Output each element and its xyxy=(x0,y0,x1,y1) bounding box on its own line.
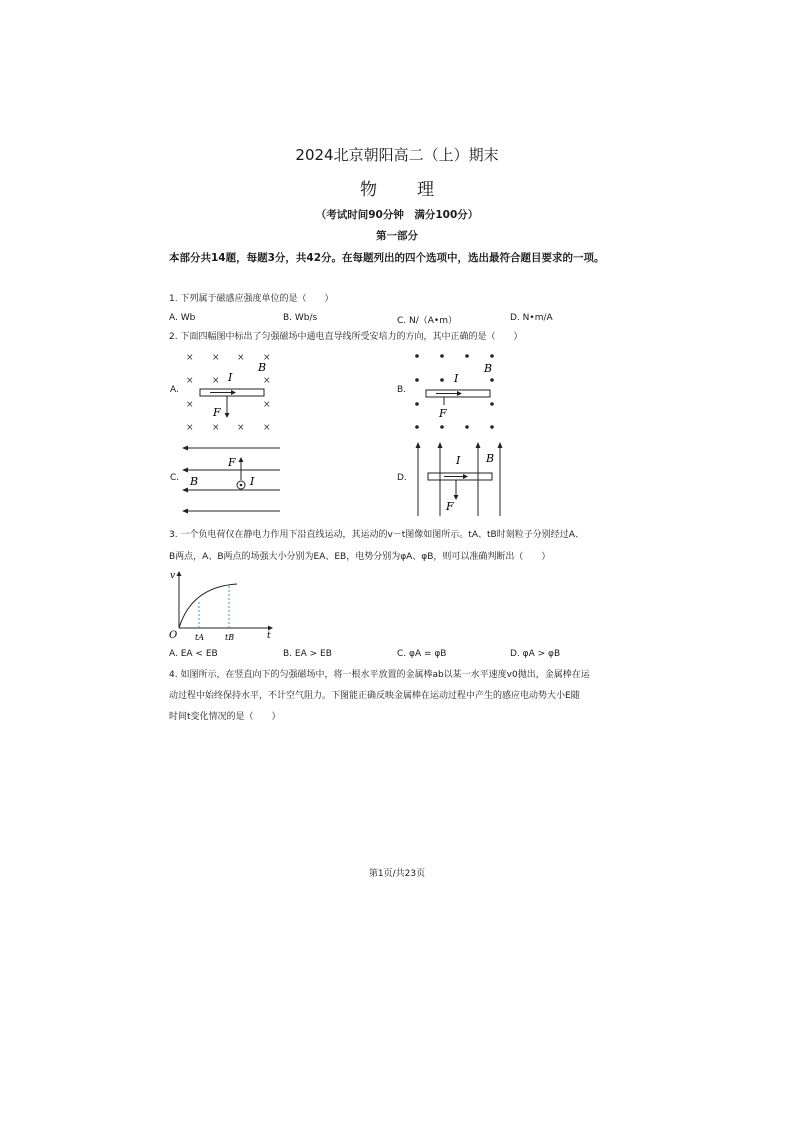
svg-text:×: × xyxy=(186,400,194,410)
q2-figure-a xyxy=(180,350,280,432)
section-intro: 本部分共14题，每题3分，共42分。在每题列出的四个选项中，选出最符合题目要求的一项。 xyxy=(169,252,605,264)
dot-marks xyxy=(415,354,494,429)
field-arrowheads xyxy=(416,442,503,448)
question-1-stem: 1. 下列属于磁感应强度单位的是（ ） xyxy=(169,294,334,304)
exam-info: （考试时间90分钟 满分100分） xyxy=(315,209,479,221)
b-field-label: B xyxy=(258,361,267,374)
question-2-stem: 2. 下面四幅图中标出了匀强磁场中通电直导线所受安培力的方向，其中正确的是（ ） xyxy=(169,332,523,342)
q2-figure-b-label: B. xyxy=(397,385,407,395)
q3-option-b: B. EA > EB xyxy=(283,649,332,659)
svg-text:×: × xyxy=(186,353,194,363)
force-label: F xyxy=(446,500,454,513)
subject-char-2: 理 xyxy=(417,180,434,200)
question-3-stem-line-1: 3. 一个负电荷仅在静电力作用下沿直线运动，其运动的v－t图像如图所示。tA、tB时刻粒子分别经过A、 xyxy=(169,530,584,540)
t-axis-arrowhead xyxy=(268,626,273,631)
svg-text:×: × xyxy=(212,376,220,386)
q3-option-c: C. φA = φB xyxy=(397,649,447,659)
b-field-label: B xyxy=(486,452,495,465)
current-arrowhead xyxy=(231,390,236,395)
q2-figure-d-label: D. xyxy=(397,473,407,483)
page-number: 第1页/共23页 xyxy=(368,869,426,879)
origin-label: O xyxy=(169,630,178,641)
q3-option-a: A. EA < EB xyxy=(169,649,218,659)
question-4-stem-line-1: 4. 如图所示，在竖直向下的匀强磁场中，将一根水平放置的金属棒ab以某一水平速度v0抛出，金属棒在运 xyxy=(169,670,590,680)
question-4-stem-line-3: 时间t变化情况的是（ ） xyxy=(169,712,281,722)
q3-vt-graph xyxy=(167,568,277,642)
force-label: F xyxy=(228,456,236,469)
v-axis-label: v xyxy=(170,571,176,581)
q1-option-a: A. Wb xyxy=(169,313,196,323)
field-arrowheads xyxy=(182,446,188,514)
force-arrowhead xyxy=(239,457,244,462)
current-label: I xyxy=(454,372,459,385)
document-title: 2024北京朝阳高二（上）期末 xyxy=(295,146,499,164)
force-label: F xyxy=(213,406,221,419)
svg-text:×: × xyxy=(263,353,271,363)
tb-label: tB xyxy=(225,633,235,642)
svg-text:×: × xyxy=(186,423,194,432)
current-out-dot xyxy=(240,484,243,487)
subject-heading xyxy=(0,175,794,200)
svg-text:×: × xyxy=(263,423,271,432)
q1-option-c: C. N/（A•m） xyxy=(397,316,458,326)
q2-figure-c-label: C. xyxy=(170,473,180,483)
current-arrowhead xyxy=(457,391,462,396)
force-arrowhead xyxy=(225,413,230,418)
svg-text:×: × xyxy=(237,423,245,432)
q3-option-d: D. φA > φB xyxy=(510,649,561,659)
q2-figure-b xyxy=(408,350,508,432)
question-3-stem-line-2: B两点，A、B两点的场强大小分别为EA、EB，电势分别为φA、φB，则可以准确判断出（ ） xyxy=(169,552,551,562)
t-axis-label: t xyxy=(267,631,271,641)
q2-figure-d xyxy=(408,440,512,518)
q1-option-d: D. N•m/A xyxy=(510,313,553,323)
v-axis-arrowhead xyxy=(177,571,182,576)
svg-text:×: × xyxy=(212,353,220,363)
current-label: I xyxy=(456,454,461,467)
svg-text:×: × xyxy=(186,376,194,386)
b-field-label: B xyxy=(190,475,199,488)
svg-text:×: × xyxy=(212,423,220,432)
subject-char-1: 物 xyxy=(360,180,377,200)
q1-option-b: B. Wb/s xyxy=(283,313,318,323)
svg-text:×: × xyxy=(263,376,271,386)
force-label: F xyxy=(439,407,447,420)
current-arrowhead xyxy=(463,474,468,479)
b-field-label: B xyxy=(484,362,493,375)
ta-label: tA xyxy=(195,633,204,642)
svg-text:×: × xyxy=(263,400,271,410)
force-arrowhead xyxy=(454,495,459,500)
vt-curve xyxy=(179,584,237,628)
q2-figure-c xyxy=(180,440,284,518)
q2-figure-a-label: A. xyxy=(170,385,179,395)
current-label: I xyxy=(250,475,255,488)
question-4-stem-line-2: 动过程中始终保持水平，不计空气阻力。下图能正确反映金属棒在运动过程中产生的感应电动势大小E随 xyxy=(169,691,580,701)
part-title: 第一部分 xyxy=(376,230,418,242)
current-label: I xyxy=(228,371,233,384)
svg-text:×: × xyxy=(237,353,245,363)
